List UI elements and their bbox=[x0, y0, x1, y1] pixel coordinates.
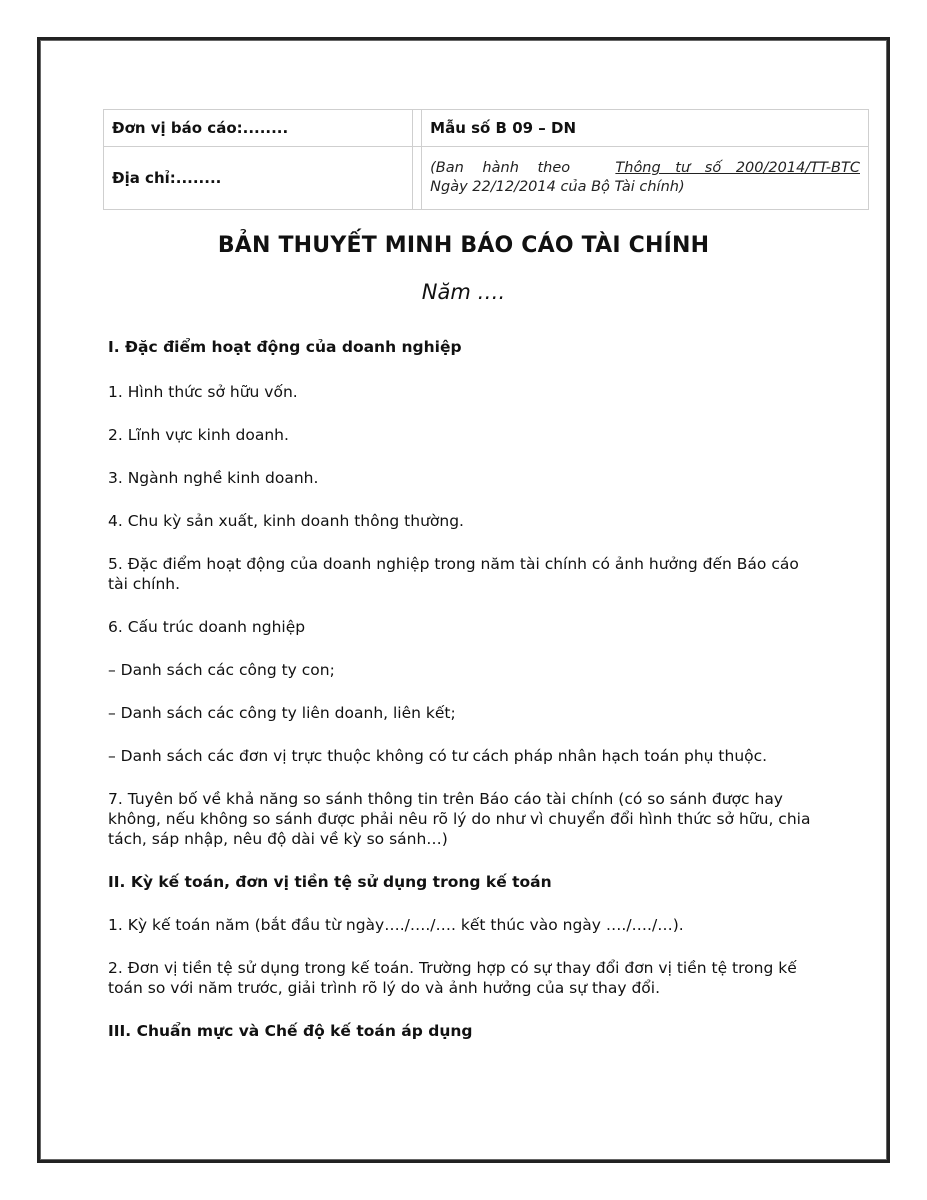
paragraph: 3. Ngành nghề kinh doanh. bbox=[108, 469, 319, 487]
header-spacer-cell bbox=[413, 147, 422, 210]
paragraph: 2. Đơn vị tiền tệ sử dụng trong kế toán. Trường hợp có sự thay đổi đơn vị tiền tệ trong kế toán so với năm trước, giải trình rõ lý do và ảnh hưởng của sự thay đổi. bbox=[108, 959, 797, 997]
paragraph: 7. Tuyên bố về khả năng so sánh thông tin trên Báo cáo tài chính (có so sánh được hay không, nếu không so sánh được phải nêu rõ lý do như vì chuyển đổi hình thức sở hữu, chia tách, sáp nhập, nêu độ dài về kỳ so sánh…) bbox=[108, 790, 811, 848]
header-table bbox=[103, 109, 869, 210]
form-number: Mẫu số B 09 – DN bbox=[422, 110, 869, 147]
document-year: Năm …. bbox=[421, 280, 506, 304]
list-item: – Danh sách các công ty liên doanh, liên kết; bbox=[108, 704, 456, 722]
paragraph: 5. Đặc điểm hoạt động của doanh nghiệp trong năm tài chính có ảnh hưởng đến Báo cáo tài chính. bbox=[108, 555, 799, 593]
paragraph: 1. Hình thức sở hữu vốn. bbox=[108, 383, 298, 401]
section-heading: I. Đặc điểm hoạt động của doanh nghiệp bbox=[108, 338, 462, 356]
paragraph: 1. Kỳ kế toán năm (bắt đầu từ ngày…./…./…. kết thúc vào ngày …./…./…). bbox=[108, 916, 684, 934]
header-spacer-cell bbox=[413, 110, 422, 147]
circular-link[interactable]: Thông tư số 200/2014/TT-BTC bbox=[615, 160, 860, 176]
section-heading: II. Kỳ kế toán, đơn vị tiền tệ sử dụng trong kế toán bbox=[108, 873, 552, 891]
list-item: – Danh sách các đơn vị trực thuộc không có tư cách pháp nhân hạch toán phụ thuộc. bbox=[108, 747, 768, 765]
paragraph: 6. Cấu trúc doanh nghiệp bbox=[108, 618, 306, 636]
section-heading: III. Chuẩn mực và Chế độ kế toán áp dụng bbox=[108, 1022, 473, 1040]
list-item: – Danh sách các công ty con; bbox=[108, 661, 335, 679]
reporting-unit-label: Đơn vị báo cáo:........ bbox=[104, 110, 413, 147]
issuance-prefix: (Ban hành theo bbox=[430, 160, 571, 176]
issuance-note bbox=[422, 147, 869, 210]
issuance-suffix: Ngày 22/12/2014 của Bộ Tài chính) bbox=[430, 179, 685, 195]
document-title: BẢN THUYẾT MINH BÁO CÁO TÀI CHÍNH bbox=[217, 233, 710, 258]
paragraph: 2. Lĩnh vực kinh doanh. bbox=[108, 426, 289, 444]
address-label: Địa chỉ:........ bbox=[104, 147, 413, 210]
document-body bbox=[108, 337, 823, 1041]
paragraph: 4. Chu kỳ sản xuất, kinh doanh thông thường. bbox=[108, 512, 464, 530]
